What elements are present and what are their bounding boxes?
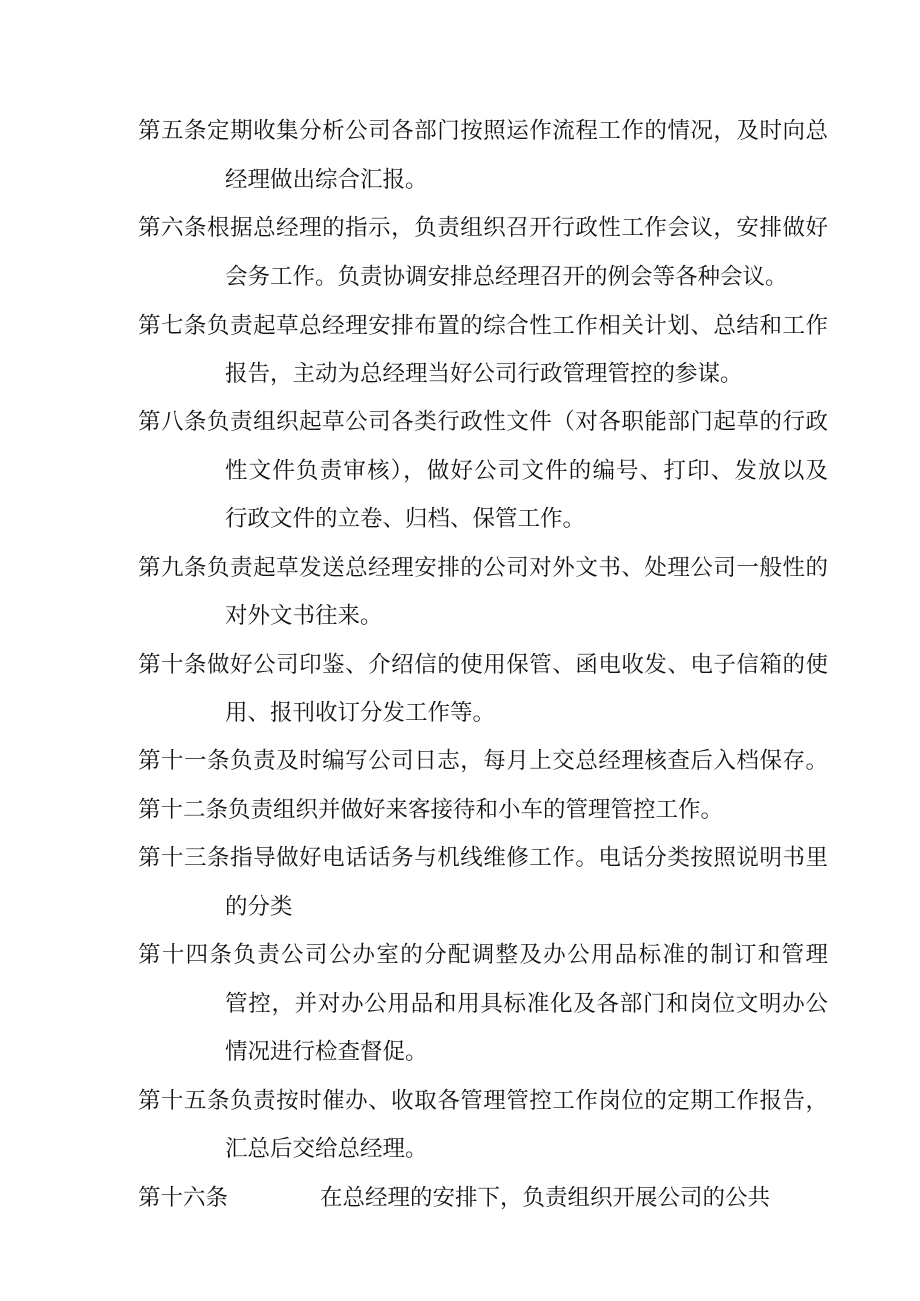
article-15-line-2: 汇总后交给总经理。 [225,1136,428,1162]
article-13-line-1: 第十三条指导做好电话话务与机线维修工作。电话分类按照说明书里 [138,845,828,871]
article-10-line-1: 第十条做好公司印鉴、介绍信的使用保管、函电收发、电子信箱的使 [138,652,828,678]
article-5-line-2: 经理做出综合汇报。 [225,167,428,193]
article-5-line-1: 第五条定期收集分析公司各部门按照运作流程工作的情况，及时向总 [138,118,828,144]
article-14-line-3: 情况进行检查督促。 [225,1039,428,1065]
article-6-line-1: 第六条根据总经理的指示，负责组织召开行政性工作会议，安排做好 [138,215,828,241]
article-16-text: 在总经理的安排下，负责组织开展公司的公共 [320,1185,771,1211]
article-11-line-1: 第十一条负责及时编写公司日志，每月上交总经理核查后入档保存。 [138,748,828,774]
article-15-line-1: 第十五条负责按时催办、收取各管理管控工作岗位的定期工作报告， [138,1088,828,1114]
article-13-line-2: 的分类 [225,894,293,920]
article-9-line-1: 第九条负责起草发送总经理安排的公司对外文书、处理公司一般性的 [138,555,828,581]
article-9-line-2: 对外文书往来。 [225,603,383,629]
article-8-line-3: 行政文件的立卷、归档、保管工作。 [225,506,586,532]
article-8-line-2: 性文件负责审核），做好公司文件的编号、打印、发放以及 [225,458,828,484]
article-12-line-1: 第十二条负责组织并做好来客接待和小车的管理管控工作。 [138,797,724,823]
article-7-line-1: 第七条负责起草总经理安排布置的综合性工作相关计划、总结和工作 [138,313,828,339]
article-6-line-2: 会务工作。负责协调安排总经理召开的例会等各种会议。 [225,264,788,290]
article-16-label: 第十六条 [138,1185,229,1211]
article-7-line-2: 报告，主动为总经理当好公司行政管理管控的参谋。 [225,361,743,387]
article-14-line-2: 管控，并对办公用品和用具标准化及各部门和岗位文明办公 [225,991,828,1017]
article-16-line-1 [138,1183,770,1213]
article-10-line-2: 用、报刊收订分发工作等。 [225,700,496,726]
article-14-line-1: 第十四条负责公司公办室的分配调整及办公用品标准的制订和管理 [138,942,828,968]
article-8-line-1: 第八条负责组织起草公司各类行政性文件（对各职能部门起草的行政 [138,409,828,435]
